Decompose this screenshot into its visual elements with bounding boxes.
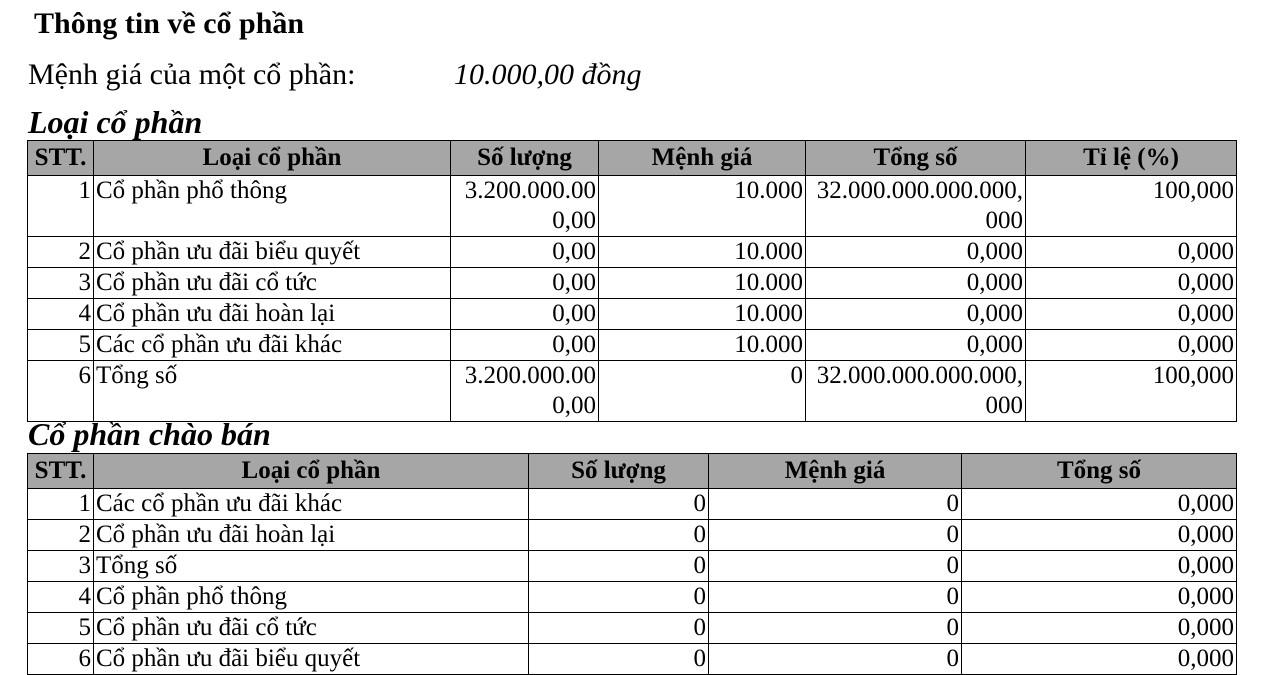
header-share-type: Loại cổ phần — [94, 141, 451, 176]
cell-total: 0,000 — [806, 237, 1026, 268]
cell-quantity: 3.200.000.000,00 — [451, 176, 599, 237]
cell-share-type: Cổ phần phổ thông — [94, 176, 451, 237]
cell-par-value: 10.000 — [599, 330, 806, 361]
cell-share-type: Các cổ phần ưu đãi khác — [94, 330, 451, 361]
header-total: Tổng số — [806, 141, 1026, 176]
header-ratio: Tỉ lệ (%) — [1026, 141, 1237, 176]
cell-share-type: Cổ phần ưu đãi hoàn lại — [94, 299, 451, 330]
table-row — [28, 489, 1237, 520]
table-header-row — [28, 454, 1237, 489]
cell-share-type: Tổng số — [94, 361, 451, 422]
cell-stt: 5 — [28, 330, 94, 361]
par-value-label: Mệnh giá của một cổ phần: — [28, 58, 356, 91]
cell-quantity: 0 — [529, 613, 709, 644]
cell-stt: 1 — [28, 489, 94, 520]
cell-ratio: 0,000 — [1026, 268, 1237, 299]
share-types-table — [27, 140, 1237, 422]
page-title: Thông tin về cổ phần — [34, 7, 305, 40]
cell-total: 0,000 — [962, 582, 1237, 613]
header-quantity: Số lượng — [451, 141, 599, 176]
table-header-row — [28, 141, 1237, 176]
table-row — [28, 361, 1237, 422]
cell-share-type: Cổ phần ưu đãi biểu quyết — [94, 644, 529, 675]
cell-share-type: Cổ phần phổ thông — [94, 582, 529, 613]
cell-total: 0,000 — [962, 551, 1237, 582]
cell-stt: 6 — [28, 644, 94, 675]
cell-total: 0,000 — [962, 644, 1237, 675]
cell-stt: 3 — [28, 551, 94, 582]
cell-par-value: 0 — [709, 520, 962, 551]
table-row — [28, 176, 1237, 237]
table-row — [28, 268, 1237, 299]
table-row — [28, 551, 1237, 582]
header-par-value: Mệnh giá — [599, 141, 806, 176]
cell-quantity: 0,00 — [451, 268, 599, 299]
cell-stt: 2 — [28, 520, 94, 551]
cell-share-type: Cổ phần ưu đãi hoàn lại — [94, 520, 529, 551]
table-row — [28, 644, 1237, 675]
offered-shares-table — [27, 453, 1237, 675]
table-row — [28, 582, 1237, 613]
cell-ratio: 0,000 — [1026, 330, 1237, 361]
table-row — [28, 520, 1237, 551]
cell-stt: 1 — [28, 176, 94, 237]
cell-quantity: 3.200.000.000,00 — [451, 361, 599, 422]
table-row — [28, 299, 1237, 330]
header-stt: STT. — [28, 454, 94, 489]
cell-total: 0,000 — [962, 489, 1237, 520]
header-share-type: Loại cổ phần — [94, 454, 529, 489]
cell-par-value: 10.000 — [599, 268, 806, 299]
cell-ratio: 0,000 — [1026, 299, 1237, 330]
cell-par-value: 0 — [709, 582, 962, 613]
par-value-amount: 10.000,00 đồng — [454, 58, 642, 91]
cell-stt: 6 — [28, 361, 94, 422]
table-row — [28, 330, 1237, 361]
cell-stt: 4 — [28, 582, 94, 613]
cell-par-value: 10.000 — [599, 237, 806, 268]
cell-quantity: 0,00 — [451, 330, 599, 361]
cell-par-value: 0 — [709, 489, 962, 520]
cell-total: 0,000 — [806, 330, 1026, 361]
cell-total: 0,000 — [806, 268, 1026, 299]
cell-share-type: Cổ phần ưu đãi biểu quyết — [94, 237, 451, 268]
cell-quantity: 0 — [529, 520, 709, 551]
cell-quantity: 0 — [529, 582, 709, 613]
cell-stt: 4 — [28, 299, 94, 330]
cell-par-value: 10.000 — [599, 299, 806, 330]
cell-par-value: 0 — [709, 613, 962, 644]
cell-ratio: 0,000 — [1026, 237, 1237, 268]
cell-total: 32.000.000.000.000,000 — [806, 361, 1026, 422]
cell-par-value: 0 — [709, 551, 962, 582]
cell-total: 0,000 — [962, 520, 1237, 551]
cell-par-value: 10.000 — [599, 176, 806, 237]
offered-shares-title: Cổ phần chào bán — [28, 416, 271, 452]
cell-par-value: 0 — [709, 644, 962, 675]
share-types-title: Loại cổ phần — [28, 104, 203, 140]
cell-quantity: 0 — [529, 489, 709, 520]
cell-total: 0,000 — [806, 299, 1026, 330]
cell-total: 32.000.000.000.000,000 — [806, 176, 1026, 237]
cell-quantity: 0 — [529, 644, 709, 675]
cell-par-value: 0 — [599, 361, 806, 422]
cell-quantity: 0,00 — [451, 237, 599, 268]
cell-share-type: Cổ phần ưu đãi cổ tức — [94, 268, 451, 299]
table-row — [28, 237, 1237, 268]
cell-share-type: Tổng số — [94, 551, 529, 582]
cell-stt: 2 — [28, 237, 94, 268]
cell-ratio: 100,000 — [1026, 361, 1237, 422]
header-par-value: Mệnh giá — [709, 454, 962, 489]
cell-stt: 3 — [28, 268, 94, 299]
header-total: Tổng số — [962, 454, 1237, 489]
cell-quantity: 0 — [529, 551, 709, 582]
cell-stt: 5 — [28, 613, 94, 644]
cell-quantity: 0,00 — [451, 299, 599, 330]
cell-total: 0,000 — [962, 613, 1237, 644]
par-value-row — [28, 54, 642, 96]
header-stt: STT. — [28, 141, 94, 176]
table-row — [28, 613, 1237, 644]
cell-ratio: 100,000 — [1026, 176, 1237, 237]
cell-share-type: Cổ phần ưu đãi cổ tức — [94, 613, 529, 644]
header-quantity: Số lượng — [529, 454, 709, 489]
cell-share-type: Các cổ phần ưu đãi khác — [94, 489, 529, 520]
